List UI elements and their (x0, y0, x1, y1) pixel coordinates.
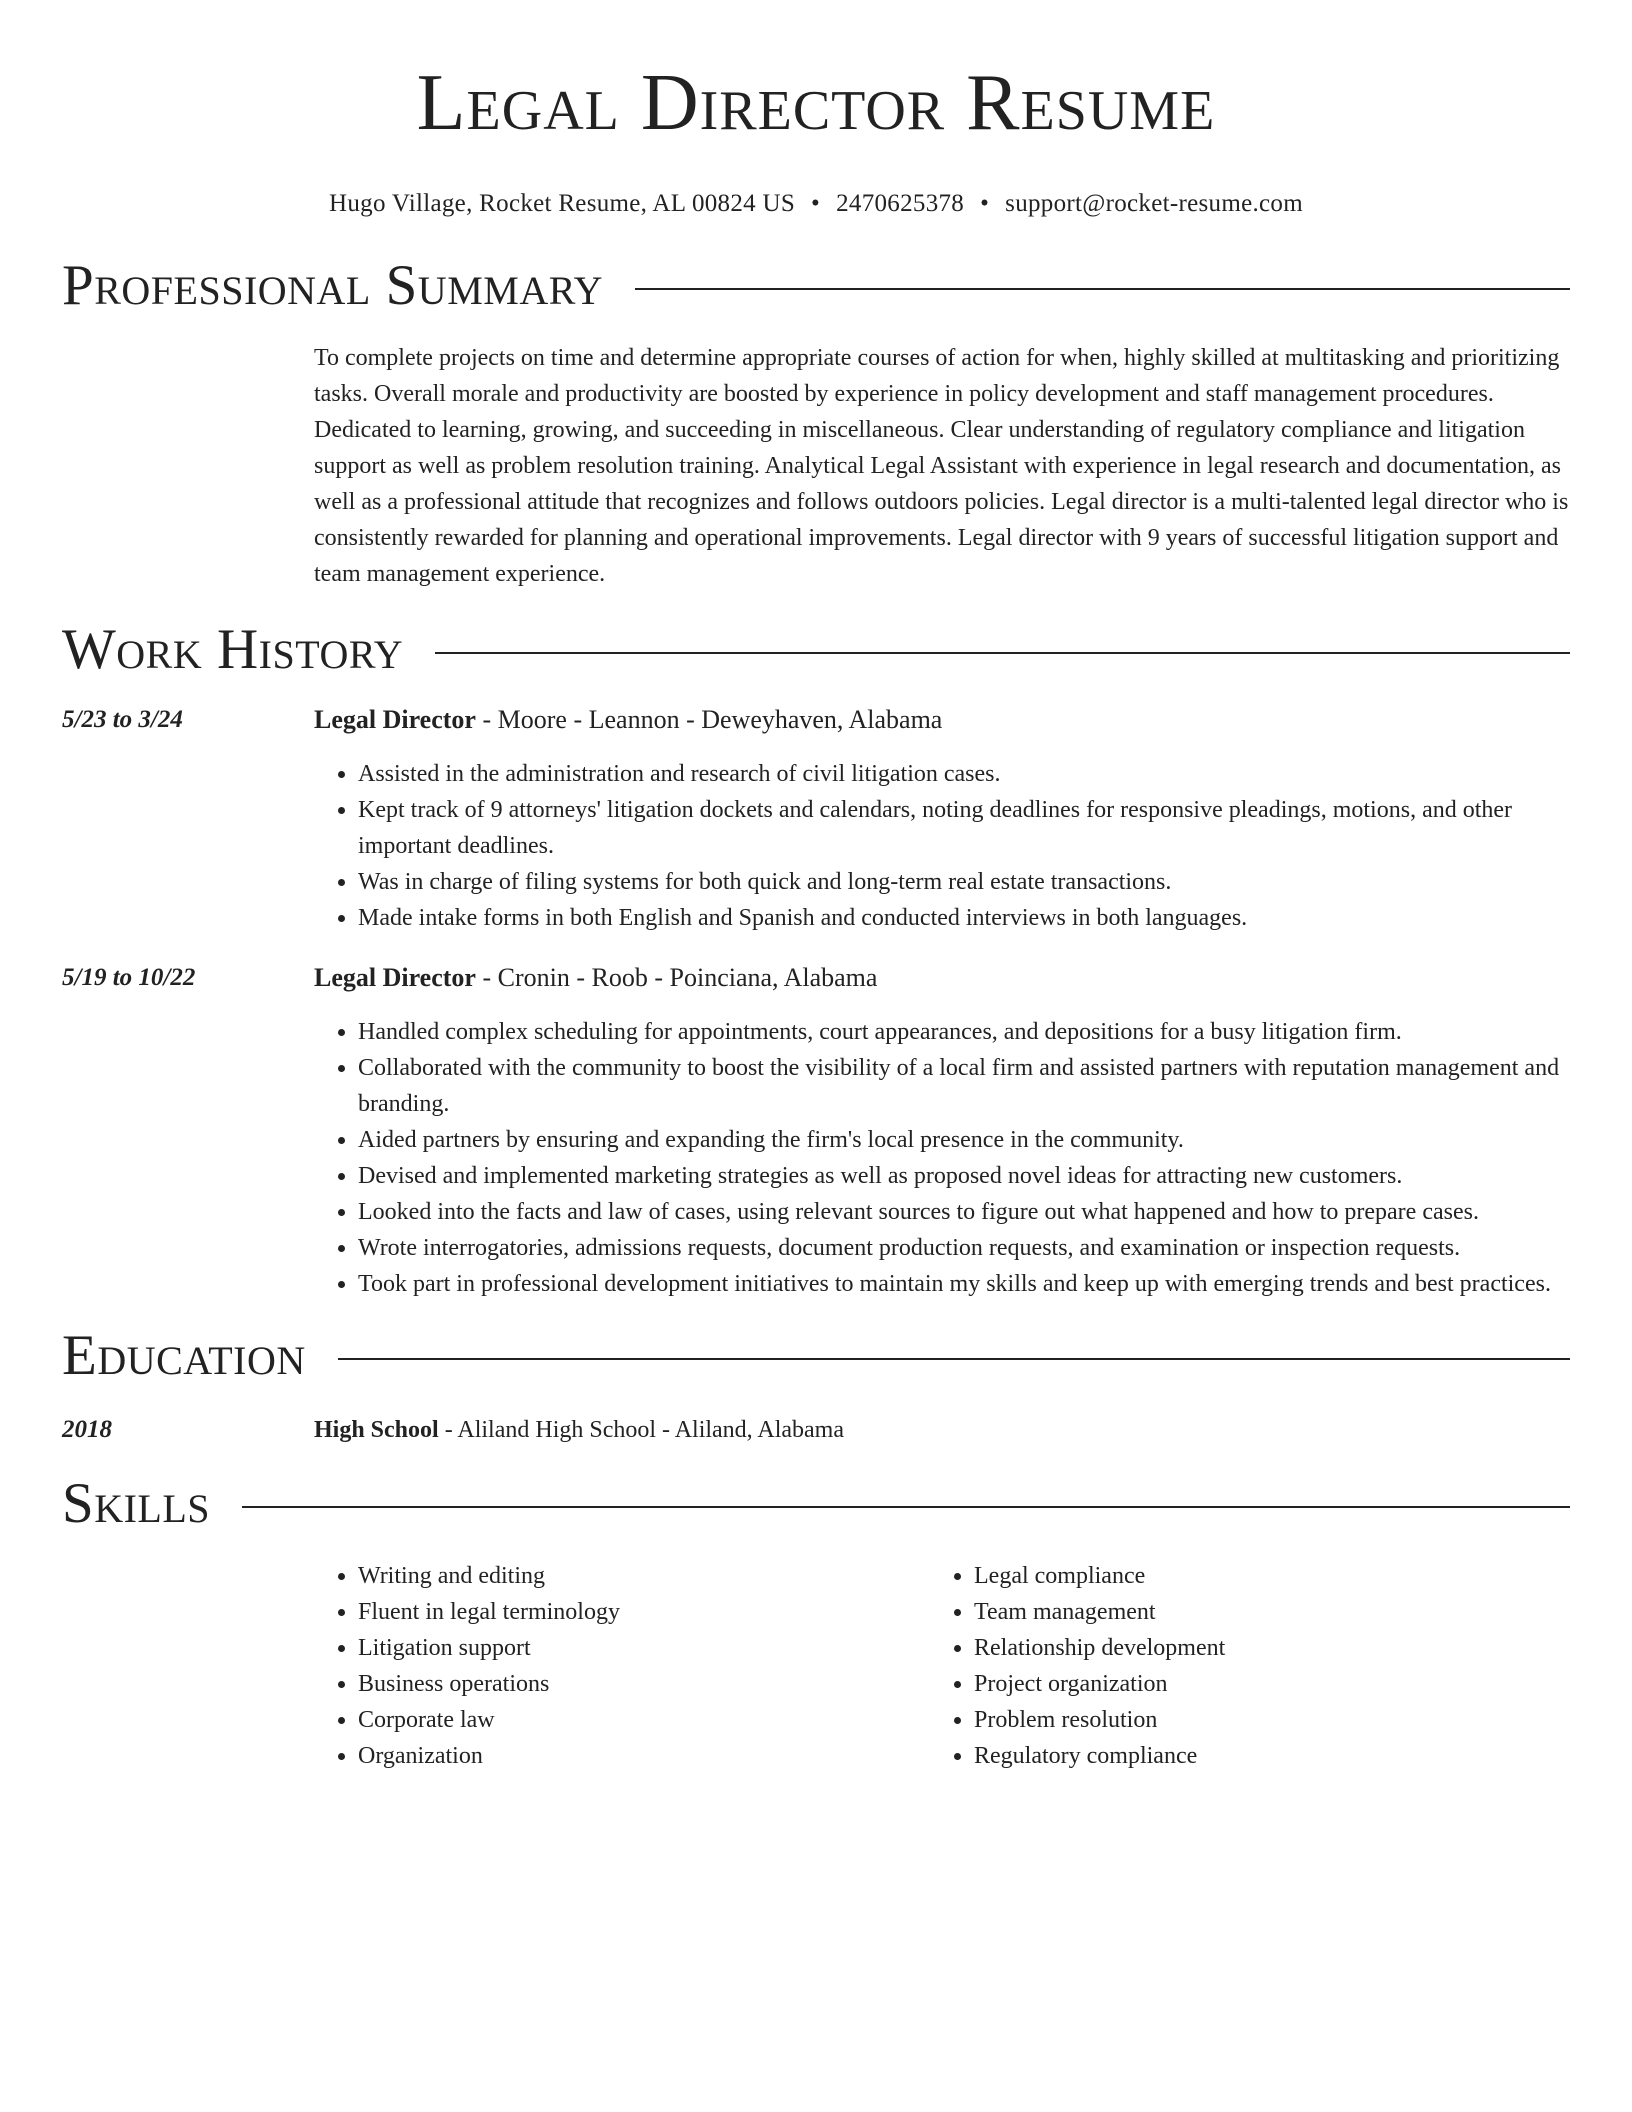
education-heading: Education (62, 1324, 306, 1387)
list-item: • Made intake forms in both English and Spanish and conducted interviews in both languages. (358, 900, 1570, 936)
contact-separator: • (980, 190, 990, 217)
contact-separator: • (811, 190, 821, 217)
skills-columns (314, 1558, 1570, 1774)
work-section-header (62, 618, 1570, 682)
skills-body (62, 1558, 1570, 1774)
job-dates: 5/23 to 3/24 (62, 706, 183, 733)
education-school: - Aliland High School - Aliland, Alabama (438, 1417, 844, 1443)
job-employer: - Cronin - Roob - Poinciana, Alabama (475, 963, 878, 992)
list-item: • Wrote interrogatories, admissions requests, document production requests, and examination or inspection requests. (358, 1230, 1570, 1266)
skill-item: • Team management (974, 1594, 1546, 1630)
list-item: • Kept track of 9 attorneys' litigation dockets and calendars, noting deadlines for responsive pleadings, motions, and other important deadlines. (358, 792, 1570, 864)
list-item: • Was in charge of filing systems for both quick and long-term real estate transactions. (358, 864, 1570, 900)
list-item: • Assisted in the administration and research of civil litigation cases. (358, 756, 1570, 792)
education-degree: High School (314, 1417, 439, 1443)
list-item: • Collaborated with the community to boost the visibility of a local firm and assisted partners with reputation management and branding. (358, 1050, 1570, 1122)
skill-item: • Legal compliance (974, 1558, 1546, 1594)
skill-item: • Regulatory compliance (974, 1738, 1546, 1774)
education-year: 2018 (62, 1416, 112, 1443)
skills-list-left (314, 1558, 930, 1774)
summary-text: To complete projects on time and determine appropriate courses of action for when, highly skilled at multitasking and prioritizing tasks. Overall morale and productivity are boosted by experience in policy development and staff management procedures. Dedicated to learning, growing, and succeeding in miscellaneous. Clear understanding of regulatory compliance and litigation support as well as problem resolution training. Analytical Legal Assistant with experience in legal research and documentation, as well as a professional attitude that recognizes and follows outdoors policies. Legal director is a multi-talented legal director who is consistently rewarded for planning and operational improvements. Legal director with 9 years of successful litigation support and team management experience. (314, 345, 1569, 587)
skills-list-right (930, 1558, 1546, 1774)
section-divider (435, 652, 1570, 654)
list-item: • Handled complex scheduling for appointments, court appearances, and depositions for a busy litigation firm. (358, 1014, 1570, 1050)
education-section-header (62, 1324, 1570, 1388)
list-item: • Looked into the facts and law of cases, using relevant sources to figure out what happened and how to prepare cases. (358, 1194, 1570, 1230)
job-dates: 5/19 to 10/22 (62, 964, 196, 991)
section-divider (635, 288, 1570, 290)
job-entry (62, 960, 1570, 1302)
education-body (314, 1412, 1570, 1448)
skill-item: • Relationship development (974, 1630, 1546, 1666)
job-entry (62, 702, 1570, 936)
job-employer: - Moore - Leannon - Deweyhaven, Alabama (475, 705, 943, 734)
contact-line (62, 188, 1570, 220)
summary-section-header (62, 254, 1570, 318)
skill-item: • Business operations (358, 1666, 930, 1702)
skill-item: • Fluent in legal terminology (358, 1594, 930, 1630)
job-title: Legal Director (314, 705, 476, 734)
list-item: • Devised and implemented marketing strategies as well as proposed novel ideas for attracting new customers. (358, 1158, 1570, 1194)
list-item: • Took part in professional development initiatives to maintain my skills and keep up with emerging trends and best practices. (358, 1266, 1570, 1302)
job-duties-list (314, 756, 1570, 936)
job-title-line (314, 960, 1570, 996)
contact-email: support@rocket-resume.com (1005, 190, 1303, 217)
skill-item: • Project organization (974, 1666, 1546, 1702)
work-heading: Work History (62, 618, 404, 681)
summary-heading: Professional Summary (62, 254, 604, 317)
skills-row (62, 1558, 1570, 1774)
skills-heading: Skills (62, 1472, 211, 1535)
skill-item: • Writing and editing (358, 1558, 930, 1594)
job-body (314, 960, 1570, 1302)
skill-item: • Corporate law (358, 1702, 930, 1738)
summary-spacer (62, 340, 314, 592)
job-row (62, 702, 1570, 936)
education-entry (62, 1412, 1570, 1448)
skill-item: • Organization (358, 1738, 930, 1774)
job-duties-list (314, 1014, 1570, 1302)
skill-item: • Problem resolution (974, 1702, 1546, 1738)
education-list (62, 1412, 1570, 1448)
list-item: • Aided partners by ensuring and expanding the firm's local presence in the community. (358, 1122, 1570, 1158)
skills-spacer (62, 1558, 314, 1774)
job-title-line (314, 702, 1570, 738)
contact-phone: 2470625378 (836, 190, 965, 217)
job-body (314, 702, 1570, 936)
section-divider (338, 1358, 1570, 1360)
work-history-list (62, 702, 1570, 1302)
skill-item: • Litigation support (358, 1630, 930, 1666)
contact-address: Hugo Village, Rocket Resume, AL 00824 US (329, 190, 796, 217)
resume-title: Legal Director Resume (416, 59, 1216, 147)
skills-section-header (62, 1472, 1570, 1536)
job-title: Legal Director (314, 963, 476, 992)
summary-row (62, 340, 1570, 592)
section-divider (242, 1506, 1570, 1508)
job-row (62, 960, 1570, 1302)
